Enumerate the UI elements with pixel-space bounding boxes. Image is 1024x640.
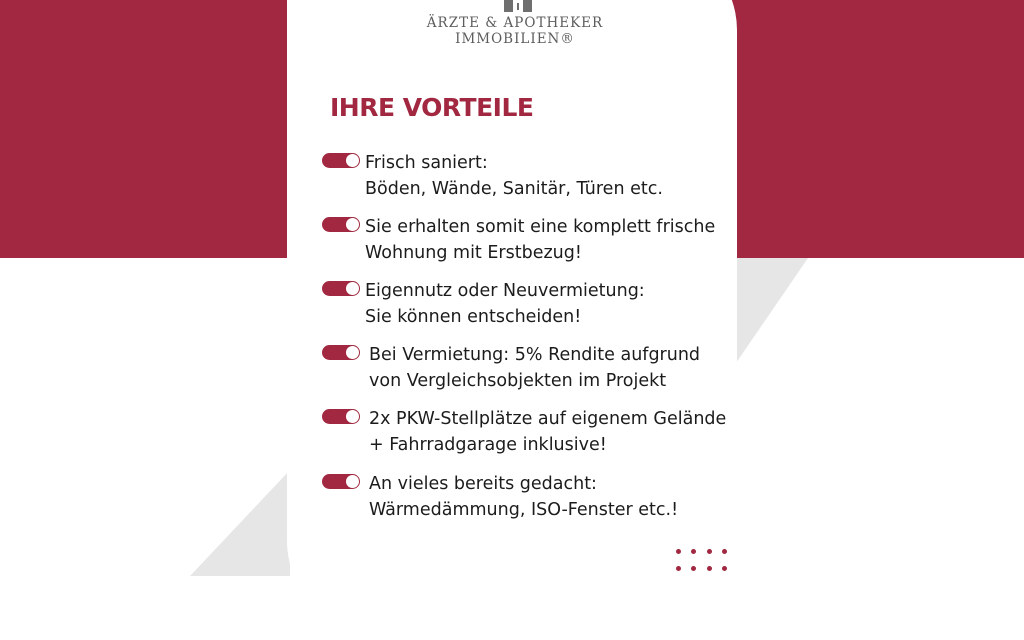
toggle-switch-icon bbox=[322, 474, 360, 489]
benefit-line2: + Fahrradgarage inklusive! bbox=[369, 435, 607, 455]
benefit-line1: Eigennutz oder Neuvermietung: bbox=[365, 281, 645, 301]
benefit-line1: Sie erhalten somit eine komplett frische bbox=[365, 217, 716, 237]
benefit-line2: Sie können entscheiden! bbox=[365, 307, 582, 327]
benefit-line2: von Vergleichsobjekten im Projekt bbox=[369, 371, 667, 391]
toggle-switch-icon bbox=[322, 217, 360, 232]
benefit-line2: Wohnung mit Erstbezug! bbox=[365, 243, 582, 263]
toggle-switch-icon bbox=[322, 345, 360, 360]
toggle-switch-icon bbox=[322, 281, 360, 296]
toggle-switch-icon bbox=[322, 409, 360, 424]
building-caduceus-icon bbox=[504, 0, 532, 12]
toggle-switch-icon bbox=[322, 153, 360, 168]
benefit-line1: 2x PKW-Stellplätze auf eigenem Gelände bbox=[369, 409, 727, 429]
brand-name-line1: ÄRZTE & APOTHEKER bbox=[426, 15, 604, 31]
page-title: IHRE VORTEILE bbox=[330, 93, 534, 122]
benefit-line1: Frisch saniert: bbox=[365, 153, 488, 173]
benefit-line1: An vieles bereits gedacht: bbox=[369, 474, 597, 494]
benefit-line2: Wärmedämmung, ISO-Fenster etc.! bbox=[369, 500, 679, 520]
benefit-line1: Bei Vermietung: 5% Rendite aufgrund bbox=[369, 345, 701, 365]
brand-name-line2: IMMOBILIEN® bbox=[455, 31, 575, 47]
benefit-line2: Böden, Wände, Sanitär, Türen etc. bbox=[365, 179, 663, 199]
